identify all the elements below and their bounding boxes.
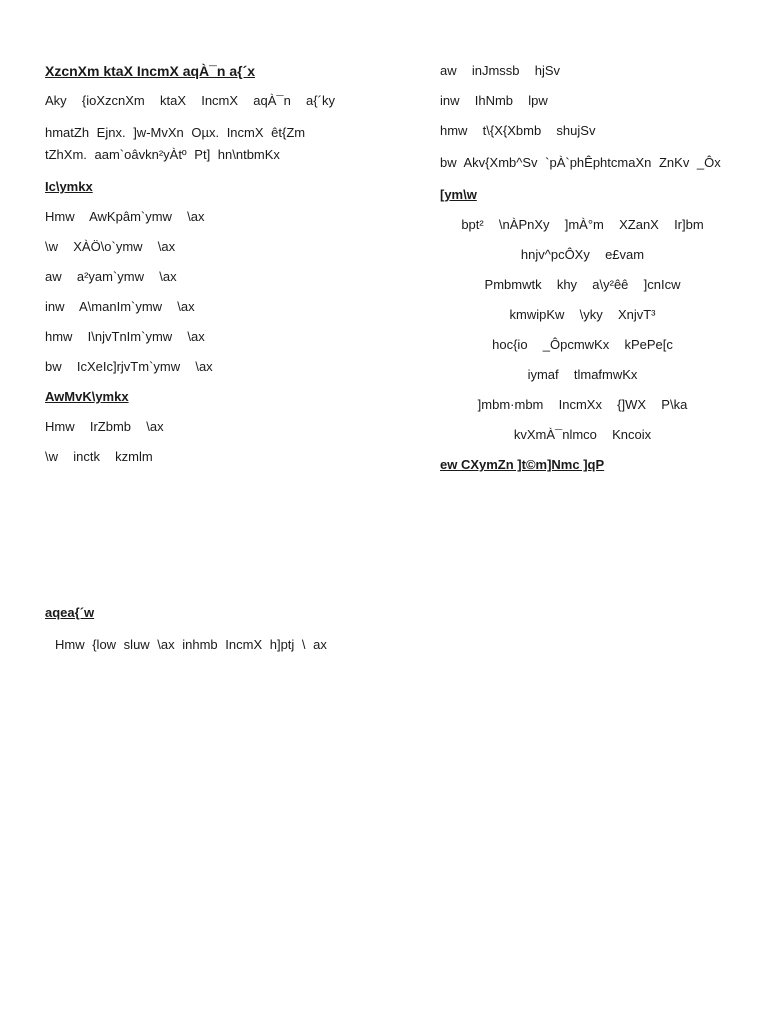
list-item: bw IcXeIc]rjvTm`ymw \ax <box>45 359 213 374</box>
verse-line: bpt² \nÀPnXy ]mÀ°m XZanX Ir]bm <box>461 217 704 232</box>
left-column <box>45 62 335 478</box>
section-heading-dhyanam: [ym\w <box>440 187 477 202</box>
list-item: inw IhNmb lpw <box>440 93 548 108</box>
list-item: \w XÀÖ\o`ymw \ax <box>45 239 176 254</box>
list-item: aw a²yam`ymw \ax <box>45 269 177 284</box>
mula-mantra-block <box>45 604 330 668</box>
section-heading-closing: ew CXymZn ]t©m]Nmc ]qP <box>440 457 605 472</box>
verse-line: hoc{io _ÔpcmwKx kPePe[c <box>492 337 673 352</box>
verse-line: kvXmÀ¯nlmco Kncoix <box>513 427 652 442</box>
section-heading-karanyasam: Ic\ymkx <box>45 179 93 194</box>
document-title: XzcnXm ktaX IncmX aqÀ¯n a{´x <box>45 63 256 79</box>
verse-line: ]mbm·mbm IncmXx {]WX P\ka <box>477 397 688 412</box>
section-heading-mula-mantra: aqea{´w <box>45 605 95 620</box>
list-item: inw A\manIm`ymw \ax <box>45 299 195 314</box>
list-item: \w inctk kzmlm <box>45 449 153 464</box>
verse-line: kmwipKw \yky XnjvT³ <box>509 307 656 322</box>
list-item: Hmw IrZbmb \ax <box>45 419 164 434</box>
section-heading-anganyasam: AwMvK\ymkx <box>45 389 129 404</box>
verse-line: iymaf tlmafmwKx <box>527 367 638 382</box>
list-item: aw inJmssb hjSv <box>440 63 561 78</box>
verse-line: Pmbmwtk khy a\y²êê ]cnIcw <box>484 277 681 292</box>
right-column <box>440 62 725 486</box>
list-item: bw Akv{Xmb^Sv `pÀ`phÊphtcmaXn ZnKv _Ôx <box>440 155 721 170</box>
list-item: Hmw AwKpâm`ymw \ax <box>45 209 205 224</box>
list-item: hmw t\{X{Xbmb shujSv <box>440 123 596 138</box>
intro-paragraph: hmatZh Ejnx. ]w-MvXn Oµx. IncmX êt{Zm tZhXm. aam`oâvkn²yÀtº Pt] hn\ntbmKx <box>45 125 306 162</box>
verse-line: hnjv^pcÔXy e£vam <box>520 247 645 262</box>
intro-line: Aky {ioXzcnXm ktaX IncmX aqÀ¯n a{´ky <box>45 93 335 108</box>
list-item: hmw I\njvTnIm`ymw \ax <box>45 329 205 344</box>
mula-mantra-text: Hmw {low sluw \ax inhmb IncmX h]ptj \ ax <box>55 637 327 652</box>
